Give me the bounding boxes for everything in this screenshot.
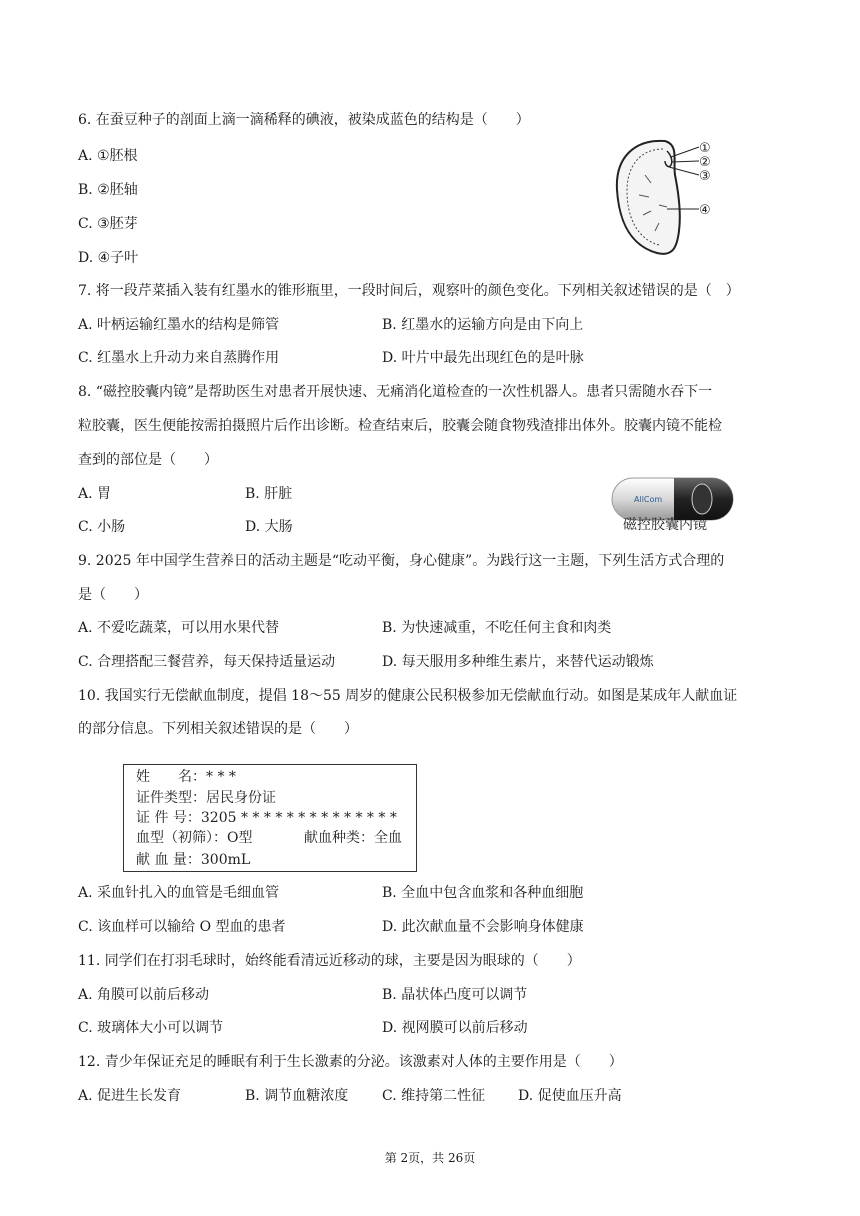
bean-label-3: ③ — [699, 169, 711, 184]
q10-stem-line-2: 的部分信息。下列相关叙述错误的是（ ） — [78, 721, 358, 737]
q8-stem-line-2: 粒胶囊，医生便能按需拍摄照片后作出诊断。检查结束后，胶囊会随食物残渣排出体外。胶囊内镜不能检 — [78, 418, 722, 434]
q12-option-a: A. 促进生长发育 — [78, 1088, 182, 1104]
q12-option-c: C. 维持第二性征 — [382, 1088, 486, 1104]
bean-seed-figure — [605, 135, 725, 259]
q11-option-d: D. 视网膜可以前后移动 — [382, 1020, 528, 1036]
q6-option-d: D. ④子叶 — [78, 250, 139, 266]
card-name: 姓 名：* * * — [136, 769, 236, 785]
capsule-brand-text: AllCom — [634, 495, 663, 504]
q8-stem-line-3: 查到的部位是（ ） — [78, 452, 218, 468]
bean-label-2: ② — [699, 155, 711, 170]
q10-option-b: B. 全血中包含血浆和各种血细胞 — [382, 885, 584, 901]
bean-label-4: ④ — [699, 203, 711, 218]
card-id-number: 证 件 号：3205 * * * * * * * * * * * * * * — [136, 810, 397, 826]
q8-option-b: B. 肝脏 — [245, 486, 293, 502]
q8-option-d: D. 大肠 — [245, 519, 293, 535]
q9-option-b: B. 为快速减重，不吃任何主食和肉类 — [382, 620, 612, 636]
q8-option-a: A. 胃 — [78, 486, 112, 502]
q6-option-a: A. ①胚根 — [78, 148, 138, 164]
page-footer: 第 2页，共 26页 — [384, 1151, 476, 1165]
q9-stem-line-1: 9. 2025 年中国学生营养日的活动主题是“吃动平衡，身心健康”。为践行这一主题，下列生活方式合理的 — [78, 553, 725, 569]
q11-stem: 11. 同学们在打羽毛球时，始终能看清远近移动的球，主要是因为眼球的（ ） — [78, 953, 581, 969]
card-blood-type: 血型（初筛）：O型 — [136, 830, 253, 846]
card-donation-type: 献血种类：全血 — [304, 830, 402, 846]
q8-option-c: C. 小肠 — [78, 519, 126, 535]
q10-option-c: C. 该血样可以输给 O 型血的患者 — [78, 919, 286, 935]
q10-option-d: D. 此次献血量不会影响身体健康 — [382, 919, 584, 935]
q9-option-a: A. 不爱吃蔬菜，可以用水果代替 — [78, 620, 280, 636]
q6-option-b: B. ②胚轴 — [78, 182, 138, 198]
q7-option-d: D. 叶片中最先出现红色的是叶脉 — [382, 350, 584, 366]
bean-label-1: ① — [699, 141, 711, 156]
q7-stem: 7. 将一段芹菜插入装有红墨水的锥形瓶里，一段时间后，观察叶的颜色变化。下列相关叙述错误的是（ ） — [78, 283, 740, 299]
q12-option-d: D. 促使血压升高 — [518, 1088, 622, 1104]
capsule-figure-caption: 磁控胶囊内镜 — [623, 517, 707, 533]
card-volume: 献 血 量：300mL — [136, 852, 251, 868]
blood-donation-card — [123, 764, 417, 872]
q11-option-b: B. 晶状体凸度可以调节 — [382, 987, 528, 1003]
q8-stem-line-1: 8. “磁控胶囊内镜”是帮助医生对患者开展快速、无痛消化道检查的一次性机器人。患者只需随水吞下一 — [78, 384, 713, 400]
q7-option-b: B. 红墨水的运输方向是由下向上 — [382, 317, 584, 333]
q7-option-a: A. 叶柄运输红墨水的结构是筛管 — [78, 317, 280, 333]
q11-option-c: C. 玻璃体大小可以调节 — [78, 1020, 224, 1036]
q12-option-b: B. 调节血糖浓度 — [245, 1088, 349, 1104]
q9-option-d: D. 每天服用多种维生素片，来替代运动锻炼 — [382, 654, 654, 670]
card-id-type: 证件类型：居民身份证 — [136, 790, 276, 806]
q10-option-a: A. 采血针扎入的血管是毛细血管 — [78, 885, 280, 901]
q6-option-c: C. ③胚芽 — [78, 216, 138, 232]
q12-stem: 12. 青少年保证充足的睡眠有利于生长激素的分泌。该激素对人体的主要作用是（ ） — [78, 1054, 623, 1070]
q10-stem-line-1: 10. 我国实行无偿献血制度，提倡 18～55 周岁的健康公民积极参加无偿献血行动。如图是某成年人献血证 — [78, 688, 738, 704]
q6-stem: 6. 在蚕豆种子的剖面上滴一滴稀释的碘液，被染成蓝色的结构是（ ） — [78, 112, 530, 128]
q11-option-a: A. 角膜可以前后移动 — [78, 987, 210, 1003]
q9-stem-line-2: 是（ ） — [78, 587, 148, 603]
q7-option-c: C. 红墨水上升动力来自蒸腾作用 — [78, 350, 280, 366]
q9-option-c: C. 合理搭配三餐营养，每天保持适量运动 — [78, 654, 336, 670]
